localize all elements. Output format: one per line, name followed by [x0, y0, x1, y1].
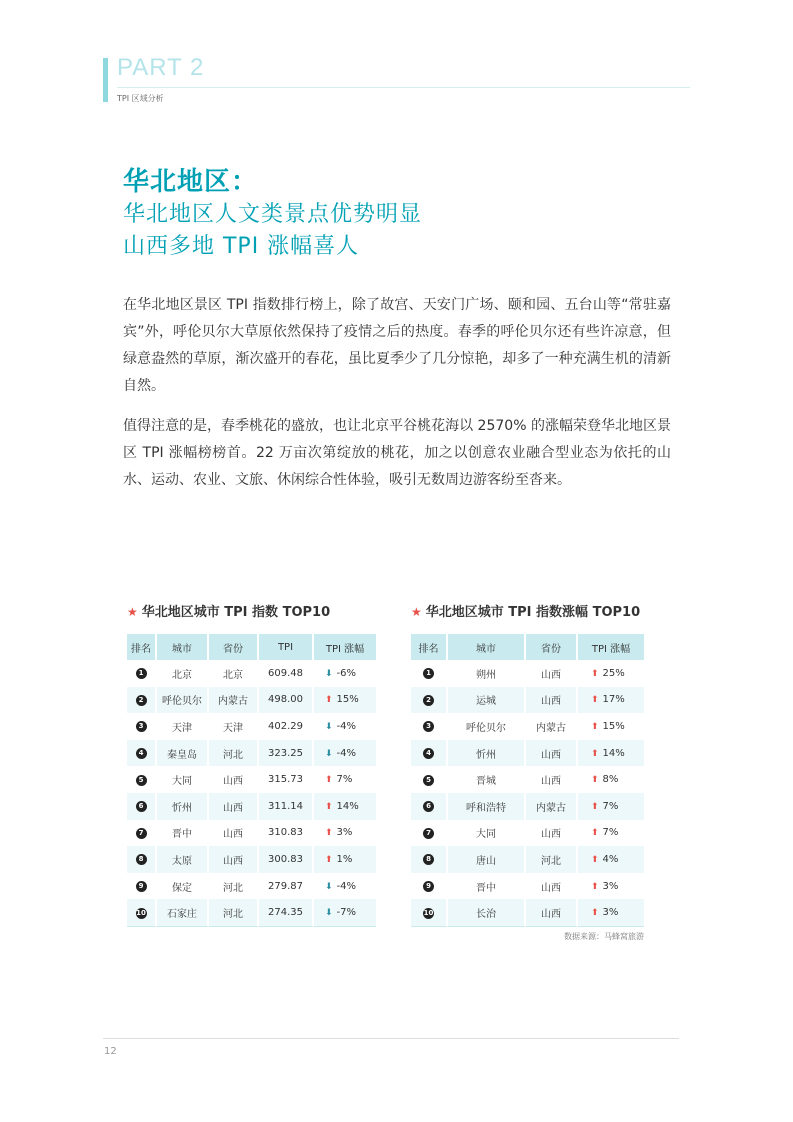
change-value: [591, 774, 631, 785]
cell-city: 长治: [448, 899, 526, 927]
cell-tpi-change: [314, 766, 376, 793]
cell-rank: [411, 846, 448, 873]
rank-badge: 7: [423, 828, 434, 839]
cell-tpi: 609.48: [259, 660, 314, 687]
cell-tpi-change: [314, 793, 376, 820]
rank-badge: 9: [423, 881, 434, 892]
arrow-up-icon: ⬆: [325, 854, 333, 865]
cell-province: 山西: [209, 820, 259, 847]
change-text: -4%: [336, 747, 357, 759]
change-text: 7%: [602, 800, 619, 812]
page-number: 12: [104, 1046, 117, 1057]
arrow-up-icon: ⬆: [591, 854, 599, 865]
change-text: 14%: [602, 747, 625, 759]
cell-tpi-change: [578, 846, 644, 873]
arrow-up-icon: ⬆: [325, 828, 333, 839]
cell-tpi: 279.87: [259, 873, 314, 900]
cell-rank: [127, 687, 157, 714]
cell-rank: [411, 660, 448, 687]
table-row: [411, 766, 644, 793]
cell-province: 山西: [526, 766, 578, 793]
arrow-down-icon: ⬇: [325, 721, 333, 732]
change-value: [325, 694, 365, 705]
arrow-up-icon: ⬆: [325, 695, 333, 706]
change-text: 8%: [602, 774, 619, 786]
section-accent-bar: [103, 58, 108, 102]
change-value: [325, 801, 365, 812]
cell-tpi-change: [578, 873, 644, 900]
cell-province: 山西: [526, 740, 578, 767]
tpi-growth-table-title: [411, 602, 644, 622]
change-text: 15%: [336, 694, 359, 706]
rank-badge: 9: [136, 881, 147, 892]
footer-divider: [103, 1038, 679, 1039]
change-text: 7%: [336, 774, 353, 786]
table-row: [411, 687, 644, 714]
cell-province: 河北: [209, 873, 259, 900]
change-value: [325, 881, 365, 892]
table-row: [411, 846, 644, 873]
cell-tpi: 498.00: [259, 687, 314, 714]
arrow-up-icon: ⬆: [325, 801, 333, 812]
arrow-up-icon: ⬆: [591, 721, 599, 732]
header-divider: [117, 87, 690, 88]
change-text: 1%: [336, 853, 353, 865]
column-header: 排名: [411, 634, 448, 660]
cell-tpi-change: [578, 820, 644, 847]
cell-province: 山西: [209, 766, 259, 793]
change-value: [325, 827, 365, 838]
cell-city: 石家庄: [157, 899, 209, 927]
arrow-up-icon: ⬆: [591, 801, 599, 812]
cell-province: 山西: [209, 846, 259, 873]
cell-city: 忻州: [157, 793, 209, 820]
tpi-index-table-title-text: 华北地区城市 TPI 指数 TOP10: [141, 605, 331, 620]
rank-badge: 2: [423, 695, 434, 706]
cell-rank: [411, 899, 448, 927]
cell-city: 北京: [157, 660, 209, 687]
column-header: 省份: [209, 634, 259, 660]
cell-tpi: 323.25: [259, 740, 314, 767]
tpi-growth-table-block: [411, 602, 644, 927]
arrow-up-icon: ⬆: [591, 881, 599, 892]
cell-rank: [127, 793, 157, 820]
table-row: [411, 820, 644, 847]
rank-badge: 4: [136, 748, 147, 759]
change-value: [591, 694, 631, 705]
cell-rank: [127, 766, 157, 793]
change-value: [591, 827, 631, 838]
cell-tpi: 402.29: [259, 713, 314, 740]
change-text: -7%: [336, 907, 357, 919]
cell-city: 秦皇岛: [157, 740, 209, 767]
change-value: [325, 854, 365, 865]
data-source-note: 数据来源：马蜂窝旅游: [564, 932, 644, 941]
arrow-down-icon: ⬇: [325, 881, 333, 892]
rank-badge: 5: [136, 775, 147, 786]
cell-city: 天津: [157, 713, 209, 740]
rank-badge: 2: [136, 695, 147, 706]
cell-city: 运城: [448, 687, 526, 714]
cell-tpi-change: [578, 713, 644, 740]
rank-badge: 8: [136, 854, 147, 865]
change-text: 15%: [602, 720, 625, 732]
cell-tpi: 274.35: [259, 899, 314, 927]
cell-city: 晋中: [157, 820, 209, 847]
change-value: [591, 721, 631, 732]
change-value: [325, 748, 365, 759]
table-row: [411, 899, 644, 927]
arrow-down-icon: ⬇: [325, 908, 333, 919]
cell-tpi: 300.83: [259, 846, 314, 873]
cell-tpi-change: [578, 740, 644, 767]
tpi-index-table-title: [127, 602, 376, 622]
cell-city: 呼伦贝尔: [448, 713, 526, 740]
cell-province: 山西: [526, 873, 578, 900]
cell-tpi-change: [314, 820, 376, 847]
arrow-up-icon: ⬆: [591, 775, 599, 786]
cell-city: 太原: [157, 846, 209, 873]
table-row: [127, 846, 376, 873]
cell-province: 山西: [209, 793, 259, 820]
column-header: TPI 涨幅: [314, 634, 376, 660]
arrow-up-icon: ⬆: [591, 748, 599, 759]
column-header: 排名: [127, 634, 157, 660]
part-title: PART 2: [117, 54, 205, 81]
tpi-index-table: [127, 634, 376, 927]
cell-city: 忻州: [448, 740, 526, 767]
rank-badge: 10: [136, 908, 146, 917]
cell-rank: [411, 687, 448, 714]
rank-badge: 1: [423, 668, 434, 679]
cell-city: 晋城: [448, 766, 526, 793]
table-row: [411, 740, 644, 767]
cell-tpi-change: [578, 687, 644, 714]
rank-badge: 1: [136, 668, 147, 679]
cell-tpi-change: [314, 660, 376, 687]
change-value: [591, 668, 631, 679]
table-row: [127, 793, 376, 820]
tpi-growth-table: [411, 634, 644, 927]
cell-province: 河北: [526, 846, 578, 873]
body-paragraph-2: 值得注意的是，春季桃花的盛放，也让北京平谷桃花海以 2570% 的涨幅荣登华北地区景区 TPI 涨幅榜榜首。22 万亩次第绽放的桃花，加之以创意农业融合型业态为依托的山水、运动、农业、文旅、休闲综合性体验，吸引无数周边游客纷至沓来。: [123, 418, 671, 488]
cell-tpi-change: [578, 793, 644, 820]
cell-province: 山西: [526, 660, 578, 687]
cell-tpi: 310.83: [259, 820, 314, 847]
tpi-growth-table-title-text: 华北地区城市 TPI 指数涨幅 TOP10: [425, 605, 641, 620]
cell-rank: [127, 899, 157, 927]
tpi-index-table-block: [127, 602, 376, 927]
column-header: TPI 涨幅: [578, 634, 644, 660]
column-header: TPI: [259, 634, 314, 660]
change-value: [591, 907, 631, 918]
change-text: 25%: [602, 667, 625, 679]
arrow-up-icon: ⬆: [591, 828, 599, 839]
cell-rank: [411, 740, 448, 767]
table-row: [127, 873, 376, 900]
star-icon: ★: [127, 605, 138, 619]
heading-subtitle-line2: 山西多地 TPI 涨幅喜人: [123, 234, 360, 259]
change-value: [591, 881, 631, 892]
change-text: 3%: [602, 880, 619, 892]
change-value: [591, 748, 631, 759]
cell-rank: [127, 820, 157, 847]
rank-badge: 4: [423, 748, 434, 759]
rank-badge: 5: [423, 775, 434, 786]
change-value: [591, 801, 631, 812]
change-value: [325, 774, 365, 785]
change-text: 3%: [602, 907, 619, 919]
cell-rank: [411, 793, 448, 820]
rank-badge: 7: [136, 828, 147, 839]
cell-tpi-change: [314, 899, 376, 927]
cell-city: 大同: [157, 766, 209, 793]
change-text: -4%: [336, 880, 357, 892]
cell-rank: [127, 873, 157, 900]
cell-province: 山西: [526, 820, 578, 847]
cell-rank: [411, 766, 448, 793]
cell-rank: [127, 713, 157, 740]
change-text: 4%: [602, 853, 619, 865]
table-row: [127, 899, 376, 927]
star-icon: ★: [411, 605, 422, 619]
rank-badge: 6: [136, 801, 147, 812]
change-text: -6%: [336, 667, 357, 679]
cell-province: 河北: [209, 740, 259, 767]
cell-tpi-change: [314, 687, 376, 714]
cell-province: 内蒙古: [526, 793, 578, 820]
heading-title: 华北地区：: [123, 167, 259, 197]
cell-city: 朔州: [448, 660, 526, 687]
table-row: [411, 660, 644, 687]
cell-city: 唐山: [448, 846, 526, 873]
arrow-up-icon: ⬆: [591, 695, 599, 706]
cell-tpi-change: [578, 766, 644, 793]
cell-tpi-change: [314, 713, 376, 740]
cell-province: 山西: [526, 899, 578, 927]
table-row: [411, 873, 644, 900]
cell-rank: [411, 713, 448, 740]
cell-city: 保定: [157, 873, 209, 900]
table-row: [411, 713, 644, 740]
change-text: 3%: [336, 827, 353, 839]
table-row: [127, 660, 376, 687]
cell-city: 呼和浩特: [448, 793, 526, 820]
cell-province: 山西: [526, 687, 578, 714]
change-value: [325, 721, 365, 732]
cell-city: 大同: [448, 820, 526, 847]
cell-province: 内蒙古: [209, 687, 259, 714]
cell-province: 天津: [209, 713, 259, 740]
cell-rank: [411, 873, 448, 900]
rank-badge: 3: [423, 721, 434, 732]
table-row: [127, 820, 376, 847]
heading-subtitle-line1: 华北地区人文类景点优势明显: [123, 202, 423, 227]
cell-tpi: 315.73: [259, 766, 314, 793]
table-row: [411, 793, 644, 820]
column-header: 省份: [526, 634, 578, 660]
cell-province: 河北: [209, 899, 259, 927]
column-header: 城市: [157, 634, 209, 660]
cell-city: 呼伦贝尔: [157, 687, 209, 714]
table-row: [127, 713, 376, 740]
arrow-down-icon: ⬇: [325, 668, 333, 679]
section-heading: [123, 165, 422, 263]
part-subtitle: TPI 区域分析: [117, 94, 164, 103]
cell-rank: [127, 740, 157, 767]
cell-province: 北京: [209, 660, 259, 687]
rank-badge: 3: [136, 721, 147, 732]
table-row: [127, 687, 376, 714]
cell-rank: [127, 846, 157, 873]
arrow-up-icon: ⬆: [591, 908, 599, 919]
change-text: 7%: [602, 827, 619, 839]
change-text: -4%: [336, 720, 357, 732]
cell-tpi-change: [314, 846, 376, 873]
cell-tpi-change: [578, 899, 644, 927]
arrow-up-icon: ⬆: [325, 775, 333, 786]
cell-tpi-change: [314, 740, 376, 767]
body-paragraph-1: 在华北地区景区 TPI 指数排行榜上，除了故宫、天安门广场、颐和园、五台山等“常驻嘉宾”外，呼伦贝尔大草原依然保持了疫情之后的热度。春季的呼伦贝尔还有些许凉意，但绿意盎然的草原，渐次盛开的春花，虽比夏季少了几分惊艳，却多了一种充满生机的清新自然。: [123, 297, 671, 394]
column-header: 城市: [448, 634, 526, 660]
cell-rank: [411, 820, 448, 847]
cell-tpi-change: [578, 660, 644, 687]
change-text: 17%: [602, 694, 625, 706]
change-text: 14%: [336, 800, 359, 812]
change-value: [591, 854, 631, 865]
cell-tpi-change: [314, 873, 376, 900]
cell-city: 晋中: [448, 873, 526, 900]
table-row: [127, 766, 376, 793]
rank-badge: 10: [423, 908, 434, 917]
change-value: [325, 907, 365, 918]
change-value: [325, 668, 365, 679]
cell-rank: [127, 660, 157, 687]
rank-badge: 6: [423, 801, 434, 812]
table-row: [127, 740, 376, 767]
cell-province: 内蒙古: [526, 713, 578, 740]
arrow-down-icon: ⬇: [325, 748, 333, 759]
rank-badge: 8: [423, 854, 434, 865]
cell-tpi: 311.14: [259, 793, 314, 820]
arrow-up-icon: ⬆: [591, 668, 599, 679]
